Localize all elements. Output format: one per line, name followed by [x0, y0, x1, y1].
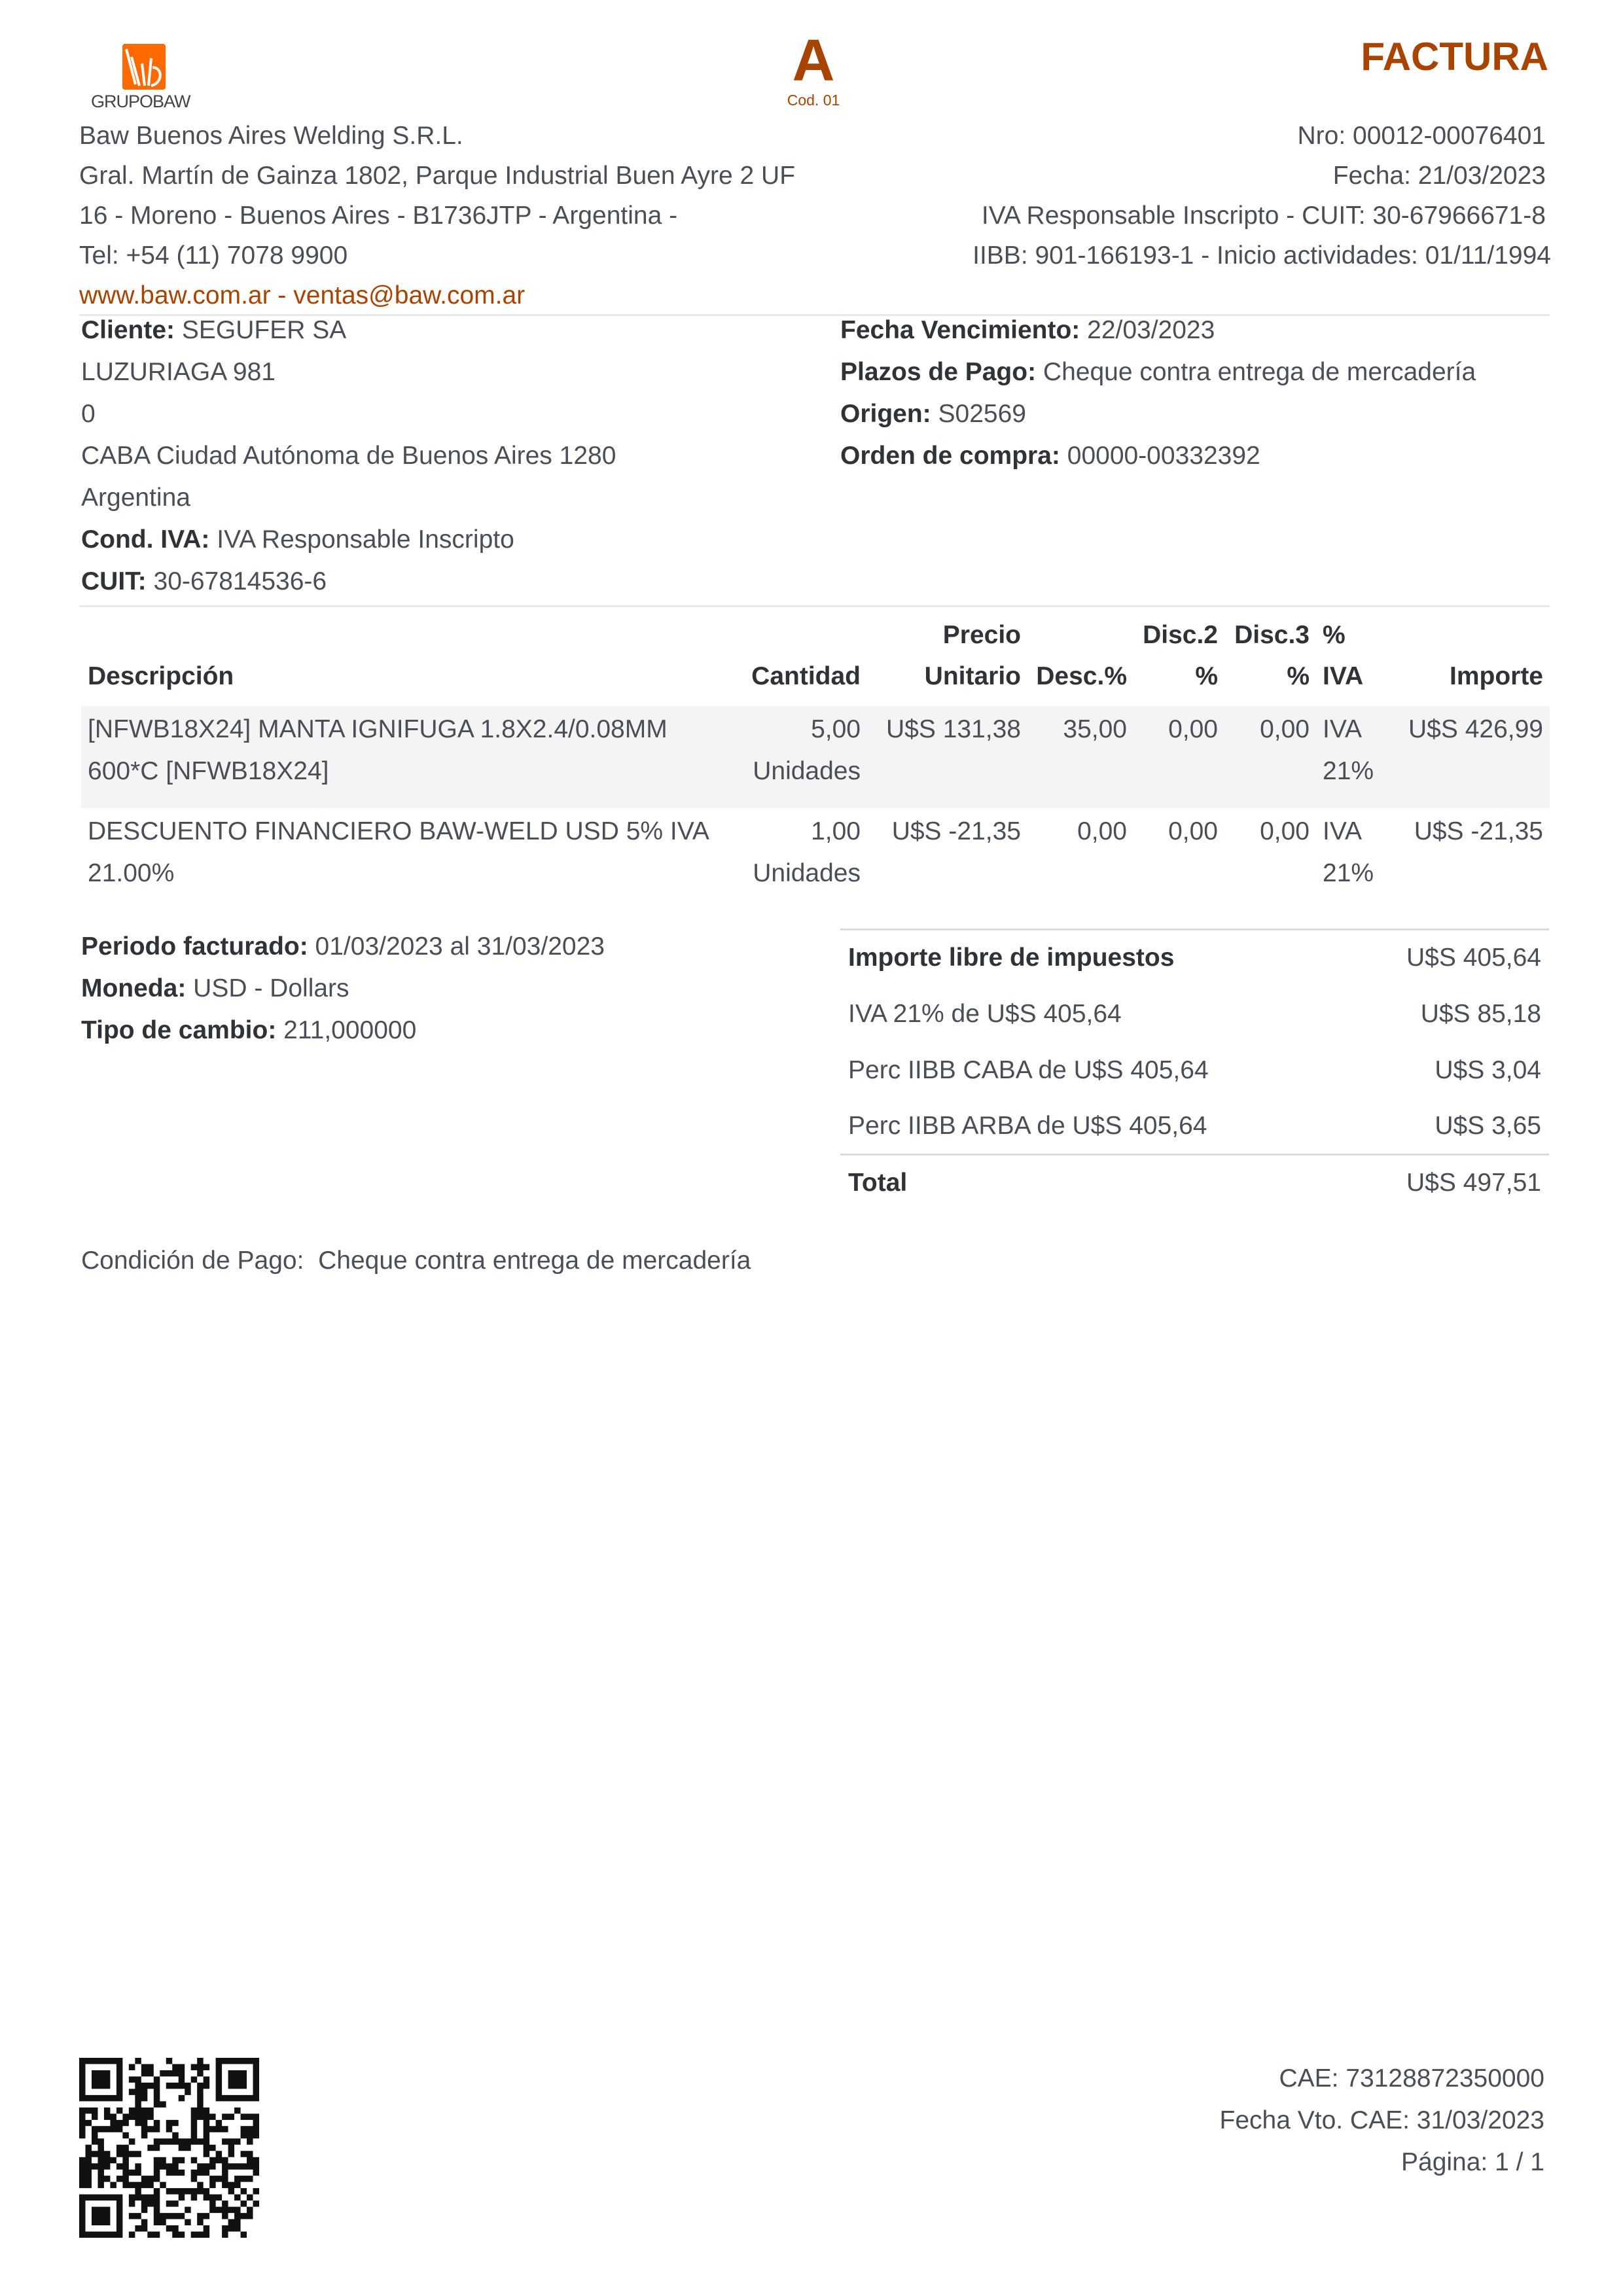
- company-web-link[interactable]: www.baw.com.ar - ventas@baw.com.ar: [79, 281, 526, 309]
- due-date: Fecha Vencimiento: 22/03/2023: [840, 316, 1215, 344]
- table-row: [81, 808, 1550, 910]
- line-discount: 0,00: [1077, 817, 1127, 845]
- totals-value: U$S 3,04: [1435, 1055, 1541, 1084]
- line-description: DESCUENTO FINANCIERO BAW-WELD USD 5% IVA 21.00%: [88, 817, 708, 887]
- company-logo: [91, 42, 202, 114]
- company-iibb: IIBB: 901-166193-1 - Inicio actividades: 01/11/1994: [972, 241, 1551, 270]
- totals-row: [840, 930, 1549, 986]
- totals-row: [840, 986, 1549, 1042]
- header-disc2: Disc.2 %: [1143, 621, 1218, 690]
- line-unit-price: U$S -21,35: [891, 817, 1021, 845]
- currency: Moneda: USD - Dollars: [81, 974, 349, 1002]
- exchange-rate: Tipo de cambio: 211,000000: [81, 1016, 417, 1044]
- cae-number: CAE: 73128872350000: [1279, 2064, 1544, 2093]
- totals-table: [840, 928, 1549, 1211]
- totals-label: Perc IIBB CABA de U$S 405,64: [848, 1055, 1209, 1084]
- header-quantity: Cantidad: [751, 662, 861, 690]
- company-address-2: 16 - Moreno - Buenos Aires - B1736JTP - Argentina -: [79, 202, 678, 230]
- line-quantity: 5,00 Unidades: [740, 706, 867, 808]
- totals-value: U$S 85,18: [1420, 999, 1541, 1028]
- invoice-number: Nro: 00012-00076401: [1297, 122, 1546, 150]
- totals-label: IVA 21% de U$S 405,64: [848, 999, 1122, 1028]
- company-address-1: Gral. Martín de Gainza 1802, Parque Industrial Buen Ayre 2 UF: [79, 162, 796, 190]
- line-unit-price: U$S 131,38: [867, 706, 1027, 808]
- invoice-title: FACTURA: [1361, 35, 1548, 79]
- payment-terms: Plazos de Pago: Cheque contra entrega de mercadería: [840, 358, 1476, 386]
- total-label: Total: [840, 1155, 1346, 1211]
- header-unit-price: Precio Unitario: [924, 621, 1021, 690]
- total-value: U$S 497,51: [1346, 1155, 1549, 1211]
- client-cond-iva: Cond. IVA: IVA Responsable Inscripto: [81, 525, 514, 554]
- line-disc3: 0,00: [1260, 817, 1310, 845]
- client-country: Argentina: [81, 484, 190, 512]
- line-amount: U$S 426,99: [1383, 706, 1550, 808]
- billing-period: Periodo facturado: 01/03/2023 al 31/03/2023: [81, 932, 605, 961]
- table-row: [81, 706, 1550, 808]
- header-amount: Importe: [1449, 662, 1543, 690]
- line-iva: IVA 21%: [1323, 817, 1374, 887]
- line-iva: IVA 21%: [1316, 706, 1383, 808]
- totals-row: [840, 1099, 1549, 1155]
- invoice-lines-table: [81, 612, 1550, 910]
- line-disc3: 0,00: [1224, 706, 1316, 808]
- client-line3: 0: [81, 400, 96, 428]
- header-iva: % IVA: [1323, 621, 1364, 690]
- baw-logo-icon: [122, 44, 166, 90]
- cae-due-date: Fecha Vto. CAE: 31/03/2023: [1219, 2106, 1544, 2134]
- origin: Origen: S02569: [840, 400, 1026, 428]
- company-iva-cuit: IVA Responsable Inscripto - CUIT: 30-67966671-8: [981, 202, 1546, 230]
- qr-modules: [79, 2058, 259, 2238]
- page-number: Página: 1 / 1: [1401, 2148, 1544, 2176]
- line-discount: 35,00: [1027, 706, 1133, 808]
- client-name-line: Cliente: SEGUFER SA: [81, 316, 347, 344]
- client-cuit: CUIT: 30-67814536-6: [81, 567, 327, 595]
- payment-condition: Condición de Pago: Cheque contra entrega de mercadería: [81, 1246, 751, 1275]
- totals-value: U$S 405,64: [1406, 944, 1541, 972]
- line-amount: U$S -21,35: [1414, 817, 1543, 845]
- purchase-order: Orden de compra: 00000-00332392: [840, 442, 1260, 470]
- company-name: Baw Buenos Aires Welding S.R.L.: [79, 122, 463, 150]
- header-discount: Desc.%: [1036, 662, 1127, 690]
- invoice-date: Fecha: 21/03/2023: [1332, 162, 1546, 190]
- totals-value: U$S 3,65: [1435, 1111, 1541, 1140]
- line-description: [NFWB18X24] MANTA IGNIFUGA 1.8X2.4/0.08MM 600*C [NFWB18X24]: [81, 706, 740, 808]
- table-header: [81, 612, 1550, 706]
- logo-text: GRUPOBAW: [91, 92, 190, 111]
- header-description: Descripción: [88, 662, 234, 690]
- totals-row: [840, 1042, 1549, 1099]
- client-city: CABA Ciudad Autónoma de Buenos Aires 1280: [81, 442, 616, 470]
- client-street: LUZURIAGA 981: [81, 358, 276, 386]
- line-quantity: 1,00 Unidades: [753, 817, 861, 887]
- invoice-code: Cod. 01: [787, 92, 840, 109]
- company-phone: Tel: +54 (11) 7078 9900: [79, 241, 348, 270]
- total-row: [840, 1155, 1549, 1211]
- line-disc2: 0,00: [1133, 706, 1224, 808]
- header-disc3: Disc.3 %: [1234, 621, 1310, 690]
- totals-label: Perc IIBB ARBA de U$S 405,64: [848, 1111, 1207, 1140]
- line-disc2: 0,00: [1168, 817, 1218, 845]
- qr-code-icon: [79, 2058, 259, 2238]
- divider: [79, 605, 1550, 607]
- invoice-letter: A: [792, 28, 835, 94]
- totals-label: Importe libre de impuestos: [848, 944, 1175, 972]
